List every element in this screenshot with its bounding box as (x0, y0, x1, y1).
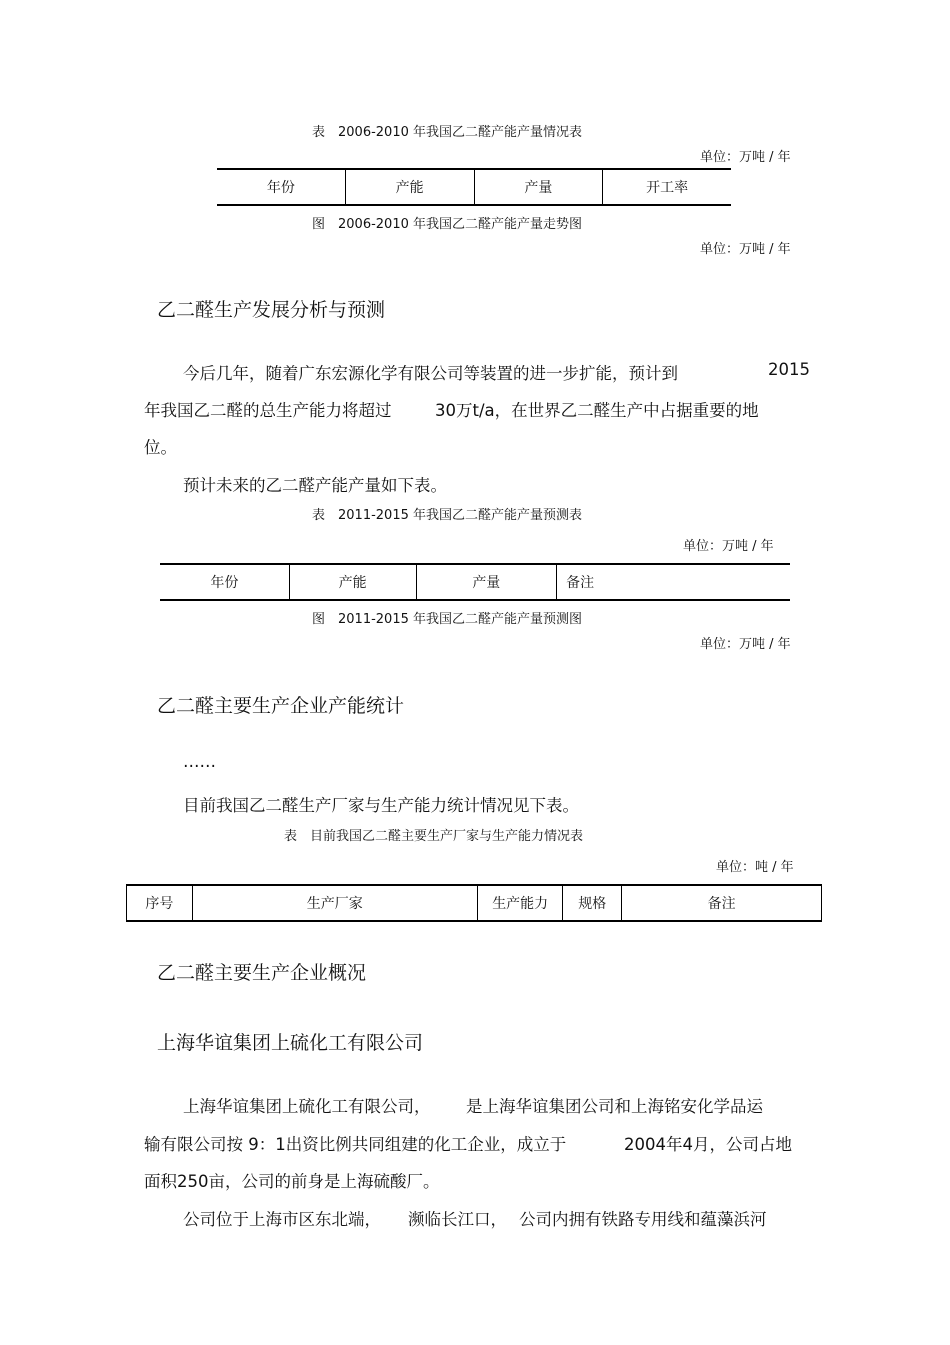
table1 (217, 168, 731, 206)
table-header-row (127, 885, 822, 921)
table-header-cell: 年份 (210, 575, 239, 591)
section-heading: 乙二醛生产发展分析与预测 (157, 299, 386, 321)
paragraph-line: 今后几年，随着广东宏源化学有限公司等装置的进一步扩能，预计到 (183, 364, 678, 383)
company-heading: 上海华谊集团上硫化工有限公司 (157, 1032, 424, 1054)
paragraph-line: 上海华谊集团上硫化工有限公司， (183, 1097, 431, 1116)
table2-caption: 表 2011-2015 年我国乙二醛产能产量预测表 (312, 508, 582, 523)
table-header-cell: 产量 (474, 169, 603, 205)
figure1-caption: 图 2006-2010 年我国乙二醛产能产量走势图 (312, 217, 582, 232)
paragraph-line: 位。 (144, 438, 177, 457)
table3 (126, 884, 822, 922)
paragraph-text: 是上海华谊集团公司和上海铭安化学品运 (466, 1097, 763, 1116)
table-header-cell: 产能 (289, 564, 416, 600)
table-header-cell: 备注 (557, 564, 790, 600)
paragraph-text: 公司内拥有铁路专用线和蕴藻浜河 (519, 1210, 767, 1229)
table3-caption: 表 目前我国乙二醛主要生产厂家与生产能力情况表 (284, 829, 584, 844)
figure2-unit: 单位：万吨 / 年 (700, 637, 791, 652)
ellipsis-text: …… (183, 752, 216, 771)
table-header-row (160, 564, 790, 600)
paragraph-text: 2015 (768, 360, 810, 379)
table2 (160, 563, 790, 601)
table1-caption: 表 2006-2010 年我国乙二醛产能产量情况表 (312, 125, 582, 140)
table-header-row (217, 169, 731, 205)
figure2-caption: 图 2011-2015 年我国乙二醛产能产量预测图 (312, 612, 582, 627)
paragraph-line: 输有限公司按 9：1出资比例共同组建的化工企业，成立于 (144, 1135, 567, 1154)
table-header-cell: 年份 (266, 180, 295, 196)
paragraph-line: 预计未来的乙二醛产能产量如下表。 (183, 476, 447, 495)
paragraph-line: 面积250亩，公司的前身是上海硫酸厂。 (144, 1172, 440, 1191)
figure1-unit: 单位：万吨 / 年 (700, 242, 791, 257)
paragraph-line: 年我国乙二醛的总生产能力将超过 (144, 401, 392, 420)
table-header-cell: 备注 (622, 885, 822, 921)
paragraph-text: 30万t/a，在世界乙二醛生产中占据重要的地 (435, 401, 759, 420)
paragraph-line: 公司位于上海市区东北端， (183, 1210, 381, 1229)
paragraph-text: 2004年4月，公司占地 (624, 1135, 792, 1154)
paragraph-text: 濒临长江口， (408, 1210, 507, 1229)
table1-unit: 单位：万吨 / 年 (700, 150, 791, 165)
table2-unit: 单位：万吨 / 年 (683, 539, 774, 554)
table-header-cell: 产能 (345, 169, 474, 205)
table3-unit: 单位：吨 / 年 (716, 860, 794, 875)
table-header-cell: 产量 (416, 564, 557, 600)
table-header-cell: 规格 (563, 885, 622, 921)
table-header-cell: 序号 (127, 885, 193, 921)
table-header-cell: 开工率 (603, 169, 731, 205)
table-header-cell: 生产能力 (477, 885, 563, 921)
section-heading: 乙二醛主要生产企业概况 (157, 962, 367, 984)
table-header-cell: 生产厂家 (192, 885, 477, 921)
paragraph-line: 目前我国乙二醛生产厂家与生产能力统计情况见下表。 (183, 796, 579, 815)
section-heading: 乙二醛主要生产企业产能统计 (157, 695, 405, 717)
